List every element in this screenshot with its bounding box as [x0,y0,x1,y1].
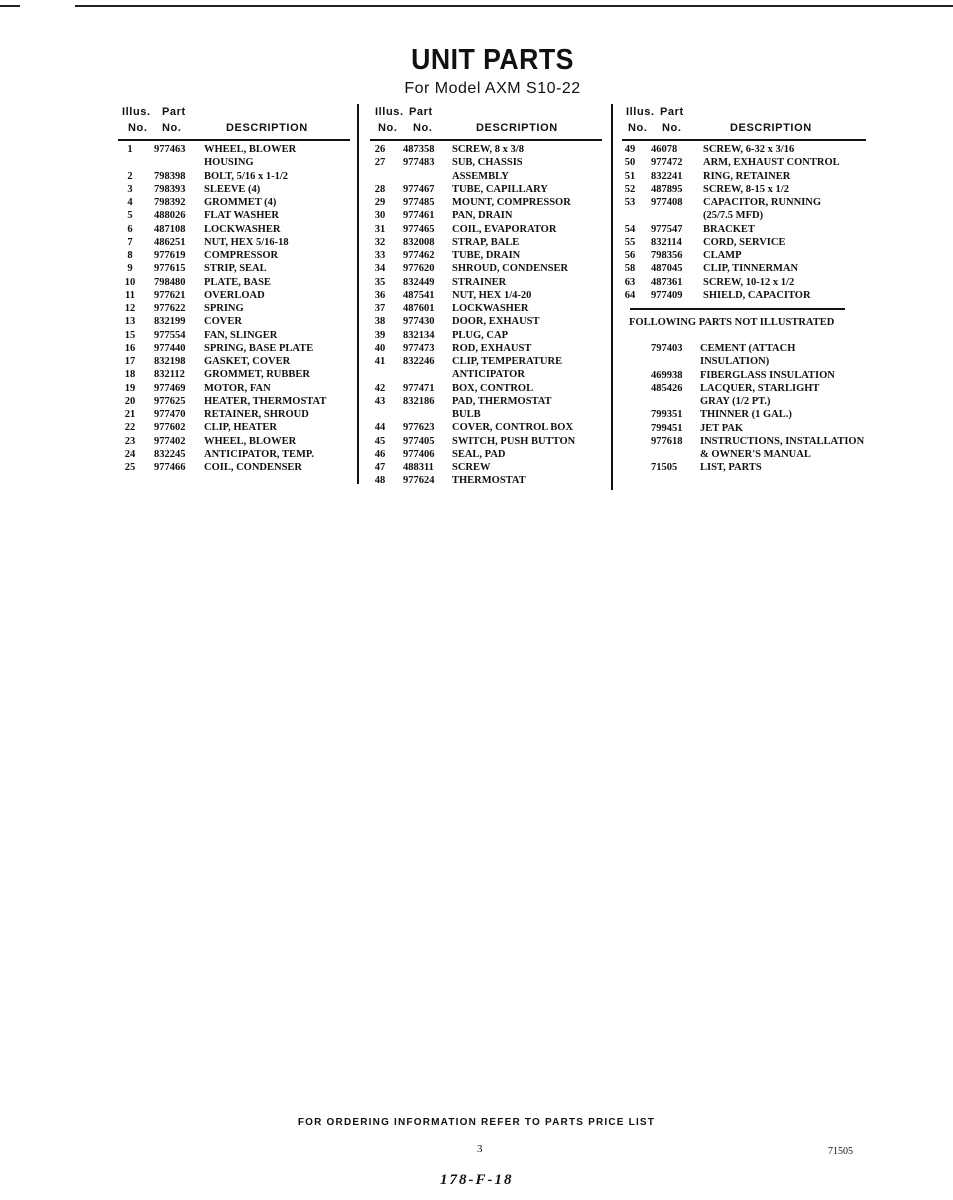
part-description: SHROUD, CONDENSER [452,263,569,275]
illus-number: 43 [374,395,386,407]
parts-row [368,302,608,315]
header-illus: Illus. [626,106,655,118]
part-description: BOLT, 5/16 x 1-1/2 [204,170,289,182]
part-description: MOUNT, COMPRESSOR [452,197,571,208]
illus-number: 40 [374,342,386,354]
part-description: SHIELD, CAPACITOR [703,289,811,301]
illus-number: 39 [374,329,386,341]
handwritten-note: 178-F-18 [440,1172,514,1188]
illus-number: 25 [124,462,136,473]
part-number: 798480 [154,276,186,288]
part-number: 832198 [154,356,186,367]
illus-number: 56 [624,250,636,261]
illus-number: 7 [127,236,133,248]
illus-number: 35 [374,276,386,288]
part-number: 977463 [154,144,186,155]
part-description: STRAINER [452,276,507,288]
part-number: 977624 [403,475,435,487]
part-description: BOX, CONTROL [452,382,534,394]
part-number: 977402 [154,435,186,447]
part-number: 798398 [154,170,186,182]
part-description: HOUSING [204,157,254,169]
illus-number: 19 [124,382,136,394]
parts-row [368,435,608,448]
part-description: LIST, PARTS [700,462,762,474]
parts-row [368,143,608,156]
part-number: 977622 [154,303,186,314]
part-number: 977465 [403,223,435,235]
parts-row [118,382,353,395]
illus-number: 22 [124,422,136,434]
parts-row [368,183,608,196]
part-description: SPRING [204,303,244,314]
parts-row [118,329,353,342]
part-number: 977625 [154,395,186,407]
column-divider [611,104,613,490]
part-description: THINNER (1 GAL.) [700,409,792,421]
document-code: 71505 [828,1146,853,1157]
illus-number: 31 [374,223,386,235]
part-description: CLIP, HEATER [204,422,277,434]
parts-row [368,474,608,487]
parts-column-2 [368,106,608,486]
parts-row [118,223,353,236]
part-number: 977472 [651,157,683,169]
illus-number: 3 [127,183,133,195]
part-description: LACQUER, STARLIGHT [700,382,820,394]
illus-number: 63 [624,276,636,288]
part-number: 832114 [651,236,682,248]
parts-row [620,262,870,275]
part-number: 71505 [651,462,678,474]
parts-row [118,461,353,474]
illus-number: 48 [374,475,386,487]
parts-row [118,435,353,448]
part-description: ARM, EXHAUST CONTROL [703,157,840,169]
part-number: 977461 [403,210,435,222]
part-number: 487045 [651,263,683,275]
part-description: ANTICIPATOR [452,369,525,381]
illus-number: 29 [374,197,386,208]
part-description: ANTICIPATOR, TEMP. [204,448,314,460]
part-number: 469938 [651,369,683,381]
header-rule [118,139,350,141]
part-description: JET PAK [700,422,744,434]
illus-number: 16 [124,342,136,354]
part-number: 977620 [403,263,435,275]
illus-number: 64 [624,289,636,301]
parts-row [118,196,353,209]
parts-row [368,156,608,183]
part-number: 977623 [403,422,435,434]
parts-row [368,276,608,289]
illus-number: 28 [374,183,386,195]
illus-number: 20 [124,395,136,407]
part-number: 832245 [154,448,186,460]
part-description: PAD, THERMOSTAT [452,395,552,407]
part-number: 487601 [403,303,435,314]
part-description: TUBE, CAPILLARY [452,183,548,195]
illus-number: 42 [374,382,386,394]
part-number: 799451 [651,422,683,434]
parts-row [368,315,608,328]
part-description: NUT, HEX 1/4-20 [452,289,532,301]
part-description: COVER, CONTROL BOX [452,422,574,434]
part-number: 977483 [403,157,435,169]
not-illustrated-row [620,461,870,474]
illus-number: 5 [127,210,133,222]
parts-row [118,408,353,421]
not-illustrated-row [620,422,870,435]
illus-number: 38 [374,316,386,328]
part-number: 485426 [651,382,683,394]
illus-number: 4 [127,197,133,208]
parts-row [368,262,608,275]
part-number: 798393 [154,183,186,195]
part-number: 486251 [154,236,186,248]
part-description: COVER [204,316,242,328]
not-illustrated-row [620,382,870,409]
parts-row [118,209,353,222]
part-description: STRAP, BALE [452,236,520,248]
parts-row [118,170,353,183]
part-description: OVERLOAD [204,289,265,301]
parts-row [368,461,608,474]
part-number: 797403 [651,343,683,354]
illus-number: 37 [374,303,386,314]
parts-row [118,249,353,262]
part-number: 977409 [651,289,683,301]
parts-row [118,143,353,170]
parts-row [118,276,353,289]
parts-row [118,262,353,275]
part-number: 977405 [403,435,435,447]
illus-number: 26 [374,144,386,155]
parts-row [118,289,353,302]
header-illus-no: No. [628,122,648,134]
parts-row [118,355,353,368]
parts-row [368,355,608,382]
illus-number: 9 [127,263,133,275]
part-number: 832008 [403,236,435,248]
part-description: & OWNER'S MANUAL [700,449,811,460]
part-description: SWITCH, PUSH BUTTON [452,435,576,447]
part-description: SCREW [452,462,491,473]
parts-row [620,289,870,302]
part-description: COMPRESSOR [204,250,279,261]
parts-row [620,170,870,183]
part-description: CLAMP [703,250,742,261]
part-number: 977408 [651,197,683,208]
part-description: WHEEL, BLOWER [204,435,297,447]
illus-number: 47 [374,462,386,473]
part-number: 488311 [403,462,434,473]
illus-number: 30 [374,210,386,222]
parts-row [118,236,353,249]
illus-number: 27 [374,157,386,169]
ordering-info-footer: FOR ORDERING INFORMATION REFER TO PARTS PRICE LIST [297,1117,656,1128]
top-rule [75,5,953,7]
parts-row [368,209,608,222]
part-description: CORD, SERVICE [703,236,786,248]
not-illustrated-row [620,408,870,421]
part-description: RETAINER, SHROUD [204,409,309,420]
part-number: 798356 [651,250,683,261]
parts-row [620,156,870,169]
part-description: BULB [452,409,481,420]
part-description: SCREW, 10-12 x 1/2 [703,276,795,288]
header-part-no: No. [162,122,182,134]
part-number: 977619 [154,250,186,261]
part-number: 977615 [154,263,186,275]
header-part-no: No. [413,122,433,134]
parts-row [368,342,608,355]
not-illustrated-heading: FOLLOWING PARTS NOT ILLUSTRATED [629,317,835,328]
part-number: 832112 [154,369,185,381]
illus-number: 23 [124,435,136,447]
illus-number: 11 [125,289,135,301]
parts-row [620,143,870,156]
illus-number: 45 [374,435,386,447]
part-number: 977473 [403,342,435,354]
parts-row [368,249,608,262]
parts-row [620,276,870,289]
illus-number: 53 [624,197,636,208]
illus-number: 44 [374,422,386,434]
part-description: CLIP, TEMPERATURE [452,356,563,367]
section-rule [630,308,845,310]
part-number: 977485 [403,197,435,208]
part-number: 832199 [154,316,186,328]
part-number: 832186 [403,395,435,407]
part-description: ROD, EXHAUST [452,342,532,354]
illus-number: 46 [374,448,386,460]
part-number: 977547 [651,223,683,235]
header-part: Part [162,106,186,118]
part-description: THERMOSTAT [452,475,526,487]
part-number: 977554 [154,329,186,341]
part-description: WHEEL, BLOWER [204,144,297,155]
part-description: INSULATION) [700,356,770,368]
part-description: LOCKWASHER [452,303,529,314]
part-number: 977406 [403,448,435,460]
part-description: STRIP, SEAL [204,263,267,275]
part-number: 832449 [403,276,435,288]
part-description: GASKET, COVER [204,356,291,367]
header-illus: Illus. [122,106,151,118]
illus-number: 10 [124,276,136,288]
parts-row [368,223,608,236]
illus-number: 55 [624,236,636,248]
header-part-no: No. [662,122,682,134]
illus-number: 17 [124,356,136,367]
part-number: 977430 [403,316,435,328]
not-illustrated-row [620,435,870,462]
part-description: ASSEMBLY [452,170,509,182]
part-description: MOTOR, FAN [204,382,271,394]
part-description: CLIP, TINNERMAN [703,263,799,275]
part-number: 977470 [154,409,186,420]
part-description: PLUG, CAP [452,329,508,341]
header-description: DESCRIPTION [476,122,558,134]
part-description: TUBE, DRAIN [452,250,521,261]
part-description: SUB, CHASSIS [452,157,523,169]
part-number: 832241 [651,170,683,182]
parts-row [620,249,870,262]
header-description: DESCRIPTION [226,122,308,134]
part-description: SCREW, 8-15 x 1/2 [703,183,789,195]
part-description: HEATER, THERMOSTAT [204,395,327,407]
parts-row [368,395,608,422]
part-description: DOOR, EXHAUST [452,316,540,328]
parts-row [118,302,353,315]
parts-row [368,382,608,395]
part-description: COIL, CONDENSER [204,462,303,473]
parts-row [118,421,353,434]
part-number: 977602 [154,422,186,434]
part-number: 977618 [651,435,683,447]
part-number: 832246 [403,356,435,367]
page-title: UNIT PARTS [411,44,574,76]
illus-number: 2 [127,170,133,182]
part-description: SPRING, BASE PLATE [204,342,314,354]
parts-column-3 [620,106,870,486]
part-description: SCREW, 6-32 x 3/16 [703,144,795,155]
part-description: FIBERGLASS INSULATION [700,369,835,381]
part-description: INSTRUCTIONS, INSTALLATION [700,435,865,447]
illus-number: 52 [624,183,636,195]
part-description: GROMMET, RUBBER [204,369,310,381]
top-rule-left [0,5,20,7]
page-number: 3 [477,1143,483,1155]
illus-number: 1 [127,144,133,155]
part-description: SCREW, 8 x 3/8 [452,144,524,155]
part-description: PLATE, BASE [204,276,271,288]
part-description: GRAY (1/2 PT.) [700,396,771,407]
header-rule [370,139,602,141]
illus-number: 18 [124,369,136,381]
part-number: 487541 [403,289,435,301]
illus-number: 41 [374,356,386,367]
parts-row [118,368,353,381]
parts-row [118,448,353,461]
header-part: Part [660,106,684,118]
part-description: (25/7.5 MFD) [703,210,764,222]
parts-row [368,329,608,342]
part-number: 977466 [154,462,186,473]
part-description: RING, RETAINER [703,170,791,182]
illus-number: 34 [374,263,386,275]
illus-number: 32 [374,236,386,248]
part-number: 487108 [154,223,186,235]
part-number: 977469 [154,382,186,394]
part-description: FAN, SLINGER [204,329,278,341]
part-number: 799351 [651,409,683,421]
part-description: BRACKET [703,223,755,235]
header-illus-no: No. [378,122,398,134]
illus-number: 8 [127,250,133,261]
column-divider [357,104,359,484]
page-subtitle: For Model AXM S10-22 [404,80,581,97]
header-description: DESCRIPTION [730,122,812,134]
part-number: 487895 [651,183,683,195]
parts-row [620,183,870,196]
part-description: COIL, EVAPORATOR [452,223,557,235]
illus-number: 36 [374,289,386,301]
parts-row [368,196,608,209]
part-description: GROMMET (4) [204,197,277,208]
part-description: SLEEVE (4) [204,183,261,195]
part-description: FLAT WASHER [204,210,279,222]
illus-number: 54 [624,223,636,235]
header-part: Part [409,106,433,118]
part-number: 977621 [154,289,186,301]
parts-row [620,196,870,223]
parts-row [368,421,608,434]
parts-row [368,236,608,249]
part-number: 977462 [403,250,435,261]
part-number: 798392 [154,197,186,208]
illus-number: 15 [124,329,136,341]
not-illustrated-row [620,342,870,369]
illus-number: 51 [624,170,636,182]
illus-number: 33 [374,250,386,261]
illus-number: 58 [624,263,636,275]
part-number: 488026 [154,210,186,222]
part-number: 977467 [403,183,435,195]
illus-number: 24 [124,448,136,460]
header-illus: Illus. [375,106,404,118]
parts-row [620,223,870,236]
parts-column-1 [118,106,353,486]
not-illustrated-row [620,369,870,382]
illus-number: 13 [124,316,136,328]
part-description: LOCKWASHER [204,223,281,235]
parts-row [368,448,608,461]
illus-number: 49 [624,144,636,155]
part-description: SEAL, PAD [452,448,506,460]
part-number: 977440 [154,342,186,354]
part-description: CAPACITOR, RUNNING [703,197,822,208]
part-description: CEMENT (ATTACH [700,343,796,354]
part-number: 487361 [651,276,683,288]
illus-number: 50 [624,157,636,169]
part-description: PAN, DRAIN [452,210,513,222]
parts-row [368,289,608,302]
part-number: 977471 [403,382,435,394]
parts-row [118,342,353,355]
illus-number: 21 [124,409,136,420]
part-number: 832134 [403,329,435,341]
illus-number: 12 [124,303,136,314]
part-number: 487358 [403,144,435,155]
part-description: NUT, HEX 5/16-18 [204,236,289,248]
header-rule [622,139,866,141]
parts-row [118,395,353,408]
illus-number: 6 [127,223,133,235]
parts-row [118,315,353,328]
parts-row [118,183,353,196]
parts-row [620,236,870,249]
part-number: 46078 [651,144,678,155]
header-illus-no: No. [128,122,148,134]
